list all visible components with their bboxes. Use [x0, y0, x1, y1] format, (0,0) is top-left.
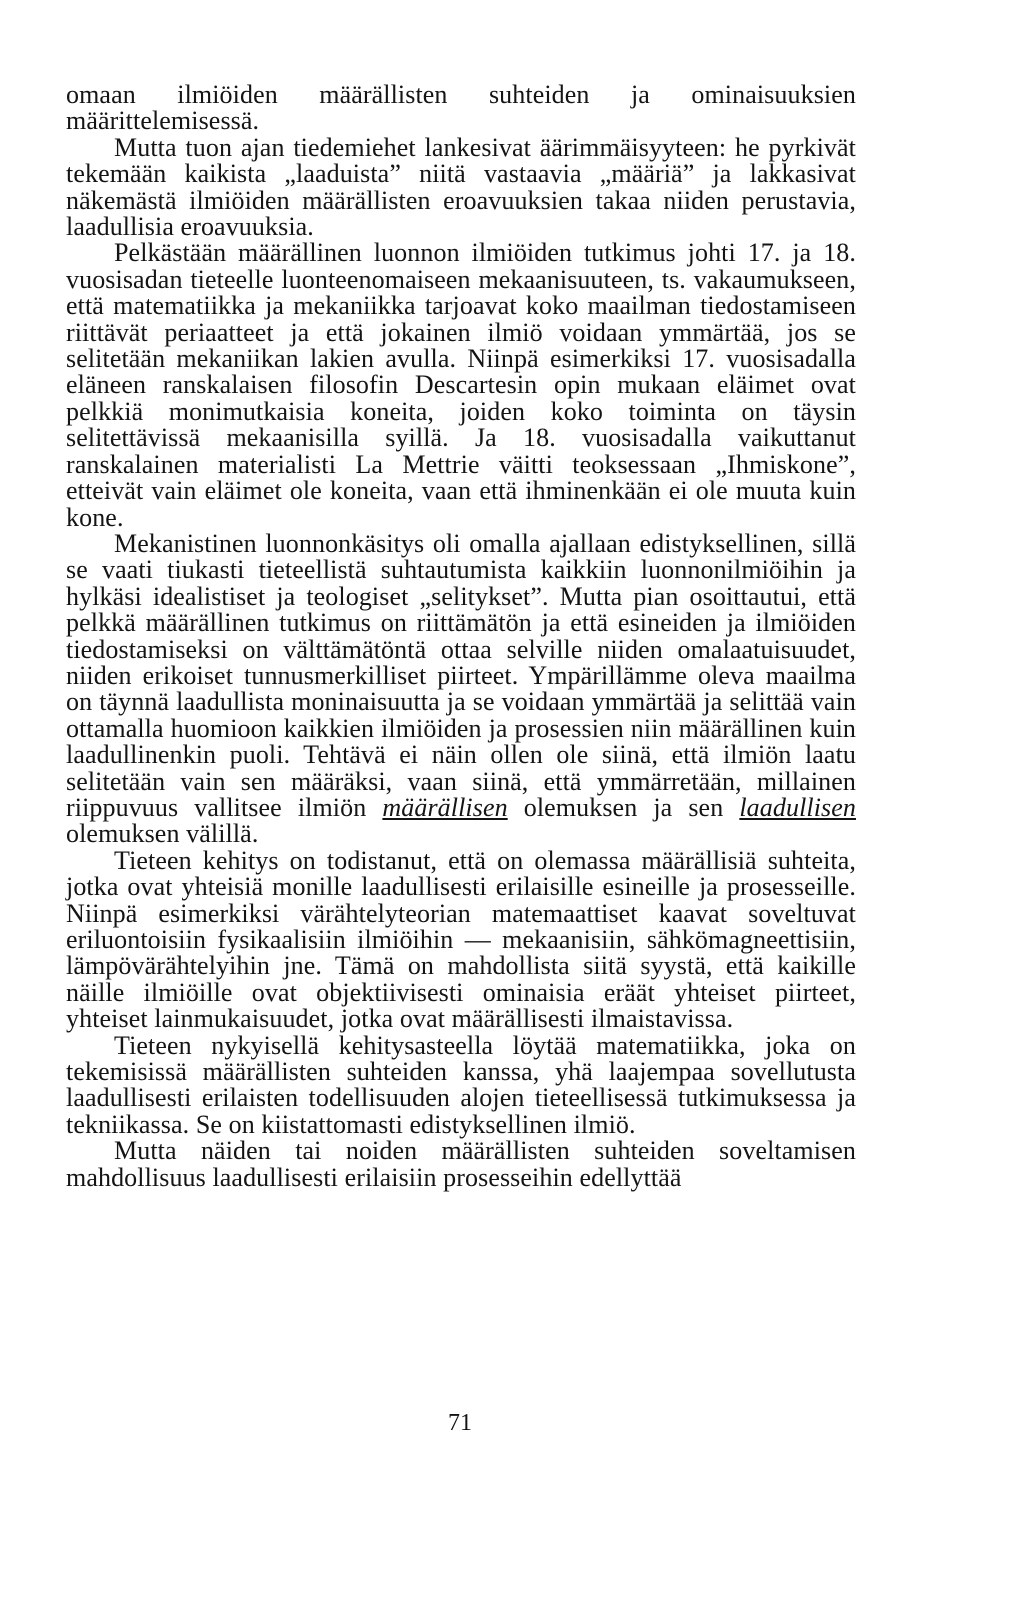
paragraph-4 [66, 528, 856, 849]
emphasis-qualitative: laadullisen [739, 792, 856, 822]
paragraph-2: Mutta tuon ajan tiedemiehet lankesivat äärimmäisyyteen: he pyrkivät tekemään kaikista „laaduista” niitä vastaavia „määriä” ja lakkasivat näkemästä ilmiöiden määrällisten eroavuuksien takaa niiden perustavia, laadullisia eroavuuksia. [66, 132, 856, 242]
emphasis-quantitative: määrällisen [382, 792, 508, 822]
paragraph-4-tail: olemuksen välillä. [66, 819, 259, 849]
page-number: 71 [448, 1410, 472, 1436]
paragraph-5: Tieteen kehitys on todistanut, että on olemassa määrällisiä suhteita, jotka ovat yhteisiä monille laadullisesti erilaisille esineille ja prosesseille. Niinpä esimerkiksi värähtelyteorian matemaattiset kaavat soveltuvat eriluontoisiin fysikaalisiin ilmiöihin — mekaanisiin, sähkömagneettisiin, lämpövärähtelyihin jne. Tämä on mahdollista siitä syystä, että kaikille näille ilmiöille ovat objektiivisesti ominaisia eräät yhteiset piirteet, yhteiset lainmukaisuudet, jotka ovat määrällisesti ilmaistavissa. [66, 845, 856, 1034]
paragraph-1: omaan ilmiöiden määrällisten suhteiden ja ominaisuuksien määrittelemisessä. [66, 80, 856, 136]
page-body [66, 82, 856, 1191]
paragraph-6: Tieteen nykyisellä kehitysasteella löytää matematiikka, joka on tekemisissä määrällisten suhteiden kanssa, yhä laajempaa sovellutusta laadullisesti erilaisten todellisuuden alojen tieteellisessä tutkimuksessa ja tekniikassa. Se on kiistattomasti edistyksellinen ilmiö. [66, 1030, 856, 1139]
paragraph-4-middle: olemuksen ja sen [507, 792, 740, 822]
paragraph-4-text: Mekanistinen luonnonkäsitys oli omalla ajallaan edistyksellinen, sillä se vaati tiukasti tieteellistä suhtautumista kaikkiin luonnonilmiöihin ja hylkäsi idealistiset ja teologiset „selitykset”. Mutta pian osoittautui, että pelkkä määrällinen tutkimus on riittämätön ja että esineiden ja ilmiöiden tiedostamiseksi on välttämätöntä ottaa selville niiden omalaatuisuudet, niiden erikoiset tunnusmerkilliset piirteet. Ympärillämme oleva maailma on täynnä laadullista moninaisuutta ja se voidaan ymmärtää ja selittää vain ottamalla huomioon kaikkien ilmiöiden ja prosessien niin määrällinen kuin laadullinenkin puoli. Tehtävä ei näin ollen ole siinä, että ilmiön laatu selitetään vain sen määräksi, vaan siinä, että ymmärretään, millainen riippuvuus vallitsee ilmiön [66, 528, 856, 822]
paragraph-3: Pelkästään määrällinen luonnon ilmiöiden tutkimus johti 17. ja 18. vuosisadan tieteelle luonteenomaiseen mekaanisuuteen, ts. vakaumukseen, että matematiikka ja mekaniikka tarjoavat koko maailman tiedostamiseen riittävät periaatteet ja että jokainen ilmiö voidaan ymmärtää, jos se selitetään mekaniikan lakien avulla. Niinpä esimerkiksi 17. vuosisadalla eläneen ranskalaisen filosofin Descartesin opin mukaan eläimet ovat pelkkiä monimutkaisia koneita, joiden koko toiminta on täysin selitettävissä mekaanisilla syillä. Ja 18. vuosisadalla vaikuttanut ranskalainen materialisti La Mettrie väitti teoksessaan „Ihmiskone”, etteivät vain eläimet ole koneita, vaan että ihminenkään ei ole muuta kuin kone. [66, 238, 856, 532]
paragraph-7: Mutta näiden tai noiden määrällisten suhteiden soveltamisen mahdollisuus laadullisesti erilaisiin prosesseihin edellyttää [66, 1136, 856, 1192]
